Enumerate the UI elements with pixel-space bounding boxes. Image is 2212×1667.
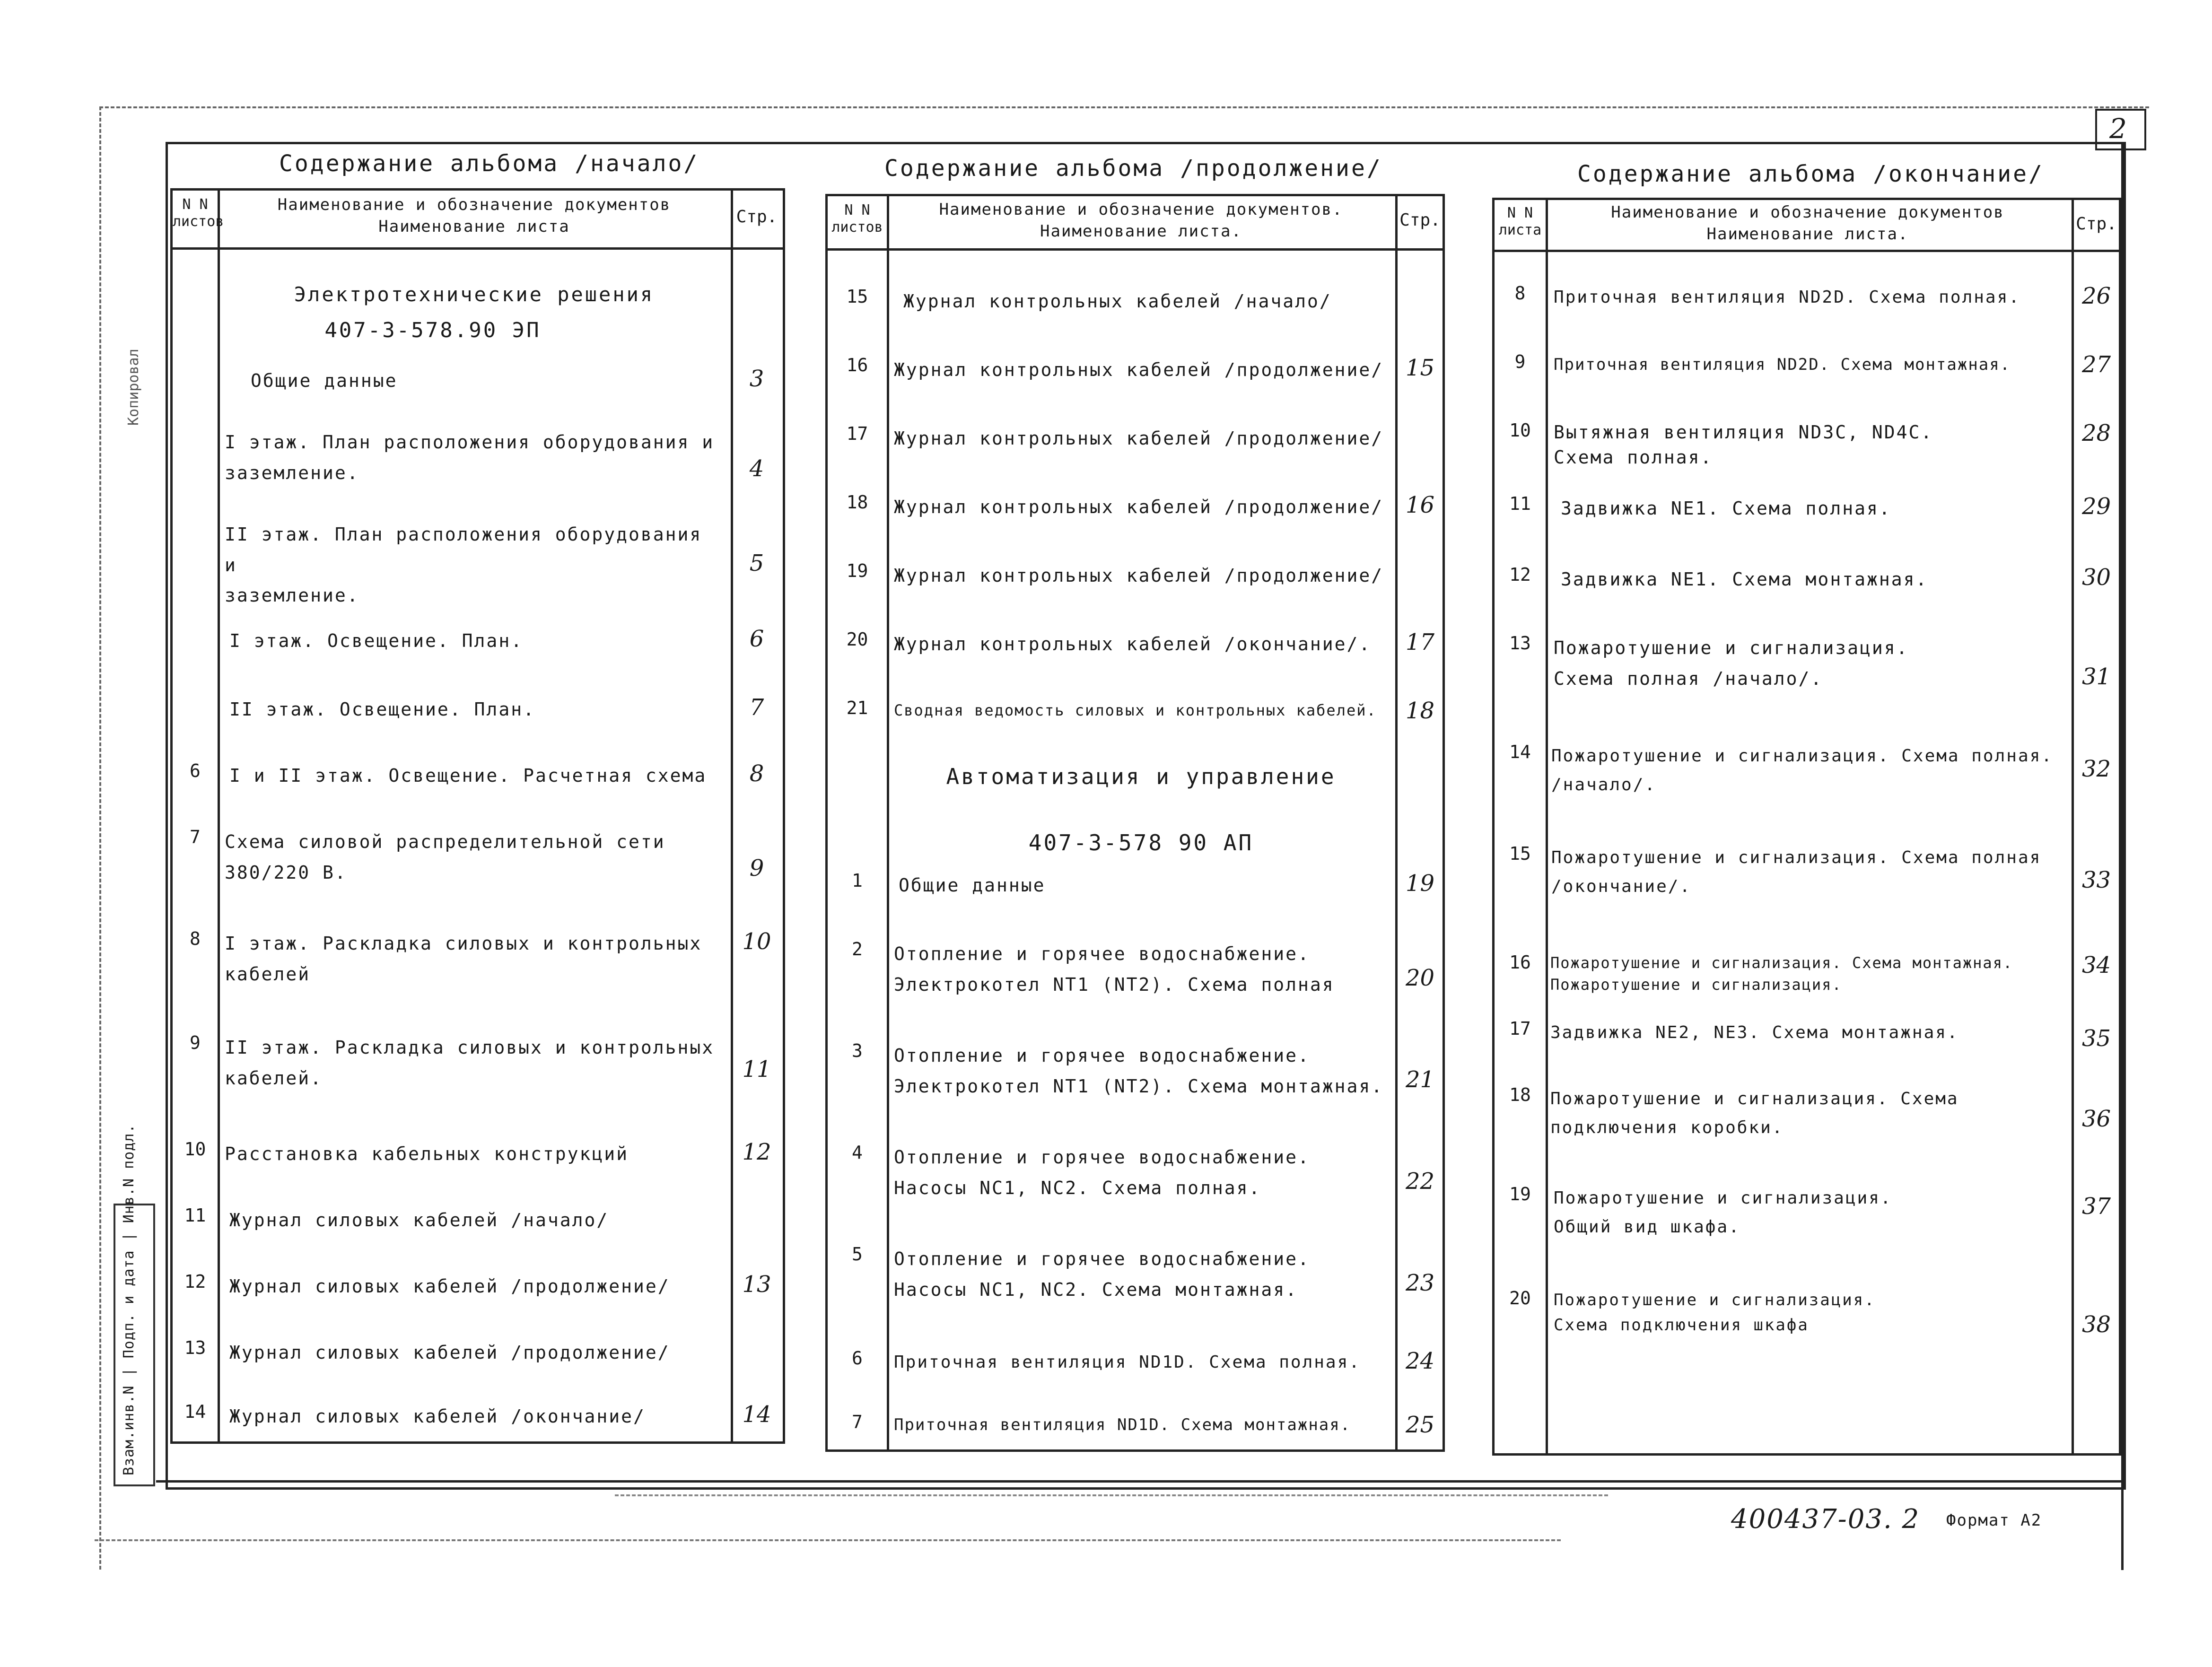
- row-name: Журнал контрольных кабелей /продолжение/: [894, 497, 1384, 517]
- row-name: I этаж. Раскладка силовых и контрольных кабелей: [225, 933, 702, 985]
- row-name: Общие данные: [899, 875, 1046, 896]
- row-name: I этаж. Освещение. План.: [229, 630, 524, 651]
- row-no: 16: [846, 355, 868, 375]
- col-divider-no: [1546, 200, 1548, 1453]
- section-code: 407-3-578 90 АП: [1028, 830, 1254, 855]
- row-name: Журнал силовых кабелей /продолжение/: [229, 1342, 670, 1363]
- row-page: 11: [742, 1056, 771, 1082]
- header-divider: [173, 247, 783, 250]
- row-name: II этаж. План расположения оборудования и заземление.: [225, 524, 702, 606]
- row-name: Журнал контрольных кабелей /окончание/.: [894, 634, 1372, 655]
- row-page: 33: [2081, 867, 2111, 893]
- row-name: Расстановка кабельных конструкций: [225, 1143, 629, 1164]
- row-no: 13: [1509, 633, 1531, 654]
- row-name: Приточная вентиляция ND1D. Схема полная.: [894, 1353, 1361, 1372]
- row-no: 5: [852, 1244, 863, 1265]
- row-name: Задвижка NE1. Схема монтажная.: [1561, 569, 1928, 590]
- right-frame-line: [2121, 142, 2124, 1570]
- row-name: Общие данные: [251, 370, 398, 391]
- row-no: 3: [852, 1040, 863, 1061]
- row-page: 16: [1405, 492, 1435, 518]
- row-page: 35: [2081, 1025, 2111, 1052]
- section-title: Электротехнические решения: [294, 283, 655, 306]
- row-name: Журнал контрольных кабелей /продолжение/: [894, 359, 1384, 380]
- header-no: N N листа: [1498, 205, 1542, 238]
- row-name: Пожаротушение и сигнализация. Схема полная /окончание/.: [1551, 848, 2042, 897]
- row-page: 12: [742, 1139, 771, 1165]
- panel-1-table: [170, 188, 785, 1444]
- col-divider-page: [2072, 200, 2074, 1453]
- row-no: 11: [1509, 493, 1531, 514]
- row-name: Журнал контрольных кабелей /продолжение/: [894, 428, 1384, 449]
- row-name: Задвижка NE1. Схема полная.: [1561, 498, 1891, 519]
- row-page: 15: [1405, 355, 1435, 381]
- row-name: II этаж. Раскладка силовых и контрольных кабелей.: [225, 1037, 715, 1089]
- col-divider-page: [1395, 196, 1398, 1449]
- header-name: Наименование и обозначение документов. Наименование листа.: [939, 200, 1343, 241]
- row-name: Журнал силовых кабелей /начало/: [229, 1210, 609, 1231]
- header-no: N N листов: [831, 202, 883, 236]
- col-divider-no: [218, 191, 220, 1441]
- panel-3-title: Содержание альбома /окончание/: [1577, 161, 2044, 187]
- row-page: 38: [2081, 1311, 2111, 1338]
- row-name: Вытяжная вентиляция ND3C, ND4C. Схема полная.: [1554, 422, 1933, 468]
- row-no: 9: [190, 1032, 201, 1053]
- row-page: 29: [2081, 493, 2111, 520]
- row-name: Сводная ведомость силовых и контрольных кабелей.: [894, 701, 1377, 719]
- row-no: 15: [1509, 843, 1531, 864]
- row-name: Задвижка NE2, NE3. Схема монтажная.: [1550, 1023, 1959, 1042]
- row-page: 30: [2081, 564, 2111, 591]
- row-page: 22: [1405, 1168, 1435, 1195]
- row-page: 21: [1405, 1066, 1435, 1093]
- row-no: 14: [1509, 742, 1531, 762]
- header-page: Стр.: [1399, 210, 1441, 230]
- row-page: 32: [2081, 756, 2111, 782]
- row-no: 18: [1509, 1084, 1531, 1105]
- row-no: 6: [852, 1348, 863, 1369]
- row-no: 16: [1509, 952, 1531, 973]
- row-page: 34: [2081, 952, 2111, 978]
- row-name: Пожаротушение и сигнализация. Схема подключения шкафа: [1554, 1291, 1876, 1335]
- header-no: N N листов: [173, 196, 224, 230]
- row-name: Отопление и горячее водоснабжение. Насосы NC1, NC2. Схема полная.: [894, 1147, 1310, 1198]
- panel-1-title: Содержание альбома /начало/: [279, 150, 699, 177]
- section-code: 407-3-578.90 ЭП: [324, 318, 541, 342]
- header-divider: [1495, 250, 2119, 252]
- row-no: 19: [846, 560, 868, 581]
- row-no: 17: [846, 423, 868, 444]
- row-page: 31: [2081, 663, 2111, 690]
- row-name: Пожаротушение и сигнализация. Общий вид шкафа.: [1554, 1188, 1892, 1237]
- row-page: 17: [1405, 629, 1435, 655]
- row-page: 3: [749, 366, 764, 392]
- row-name: Пожаротушение и сигнализация. Схема полная /начало/.: [1554, 637, 1909, 689]
- header-page: Стр.: [2076, 214, 2117, 234]
- row-name: I и II этаж. Освещение. Расчетная схема: [229, 765, 707, 786]
- sheet-number: 2: [2109, 113, 2127, 145]
- row-name: Журнал контрольных кабелей /продолжение/: [894, 565, 1384, 586]
- row-no: 7: [852, 1412, 863, 1432]
- row-no: 14: [184, 1401, 206, 1422]
- row-no: 10: [1509, 420, 1531, 441]
- row-no: 12: [1509, 564, 1531, 585]
- row-no: 17: [1509, 1018, 1531, 1039]
- row-page: 24: [1405, 1348, 1435, 1374]
- row-page: 25: [1405, 1412, 1435, 1438]
- row-name: Приточная вентиляция ND2D. Схема полная.: [1554, 288, 2020, 307]
- row-name: Отопление и горячее водоснабжение. Электрокотел NT1 (NT2). Схема полная: [894, 943, 1335, 995]
- row-name: Пожаротушение и сигнализация. Схема монтажная. Пожаротушение и сигнализация.: [1550, 954, 2013, 994]
- row-name: II этаж. Освещение. План.: [229, 699, 535, 720]
- row-page: 27: [2081, 351, 2111, 378]
- header-name: Наименование и обозначение документов Наименование листа: [277, 195, 671, 236]
- row-name: Пожаротушение и сигнализация. Схема подключения коробки.: [1550, 1089, 1959, 1138]
- document-code: 400437-03. 2: [1731, 1504, 1920, 1535]
- row-no: 8: [1514, 283, 1526, 304]
- row-page: 10: [742, 928, 771, 955]
- side-stamp-text: Взам.инв.N | Подп. и дата | Инв.N подл.: [121, 1124, 137, 1475]
- side-copy-mark: Копировал: [125, 349, 142, 426]
- panel-2-title: Содержание альбома /продолжение/: [884, 155, 1382, 182]
- row-page: 5: [749, 550, 764, 576]
- row-page: 28: [2081, 420, 2111, 446]
- bottom-dashed-line-2: [615, 1494, 1608, 1496]
- row-page: 23: [1405, 1270, 1435, 1296]
- col-divider-no: [887, 196, 889, 1449]
- row-page: 19: [1405, 870, 1435, 897]
- row-no: 21: [846, 698, 868, 718]
- row-no: 4: [852, 1142, 863, 1163]
- panel-3-table: [1492, 198, 2121, 1456]
- row-no: 12: [184, 1271, 206, 1292]
- row-no: 19: [1509, 1184, 1531, 1204]
- row-name: Приточная вентиляция ND1D. Схема монтажная.: [894, 1415, 1351, 1434]
- bottom-frame-line: [156, 1480, 2124, 1483]
- format-label: Формат А2: [1946, 1511, 2042, 1530]
- row-page: 4: [749, 455, 764, 482]
- row-no: 10: [184, 1139, 206, 1160]
- row-page: 13: [742, 1271, 771, 1298]
- row-page: 36: [2081, 1106, 2111, 1132]
- header-page: Стр.: [736, 207, 778, 227]
- panel-2-table: [825, 194, 1445, 1452]
- row-no: 1: [852, 870, 863, 891]
- row-page: 18: [1405, 698, 1435, 724]
- row-no: 11: [184, 1205, 206, 1226]
- row-page: 37: [2081, 1193, 2111, 1220]
- row-page: 14: [742, 1401, 771, 1428]
- row-no: 9: [1514, 351, 1526, 372]
- row-page: 6: [749, 626, 764, 652]
- row-name: I этаж. План расположения оборудования и заземление.: [225, 432, 715, 483]
- row-page: 26: [2081, 283, 2111, 309]
- row-no: 20: [846, 629, 868, 650]
- row-no: 8: [190, 928, 201, 949]
- row-no: 18: [846, 492, 868, 513]
- row-name: Журнал контрольных кабелей /начало/: [903, 291, 1332, 312]
- row-no: 7: [190, 827, 201, 847]
- row-no: 20: [1509, 1288, 1531, 1309]
- section-title: Автоматизация и управление: [946, 764, 1336, 789]
- row-name: Приточная вентиляция ND2D. Схема монтажная.: [1554, 355, 2011, 374]
- row-name: Отопление и горячее водоснабжение. Насосы NC1, NC2. Схема монтажная.: [894, 1248, 1310, 1300]
- row-no: 15: [846, 286, 868, 307]
- bottom-dashed-line: [95, 1539, 1561, 1541]
- row-no: 6: [190, 760, 201, 781]
- row-name: Журнал силовых кабелей /продолжение/: [229, 1276, 670, 1297]
- header-name: Наименование и обозначение документов Наименование листа.: [1611, 203, 2004, 244]
- row-name: Схема силовой распределительной сети 380/220 В.: [225, 831, 665, 883]
- row-name: Пожаротушение и сигнализация. Схема полная. /начало/.: [1551, 746, 2053, 795]
- header-divider: [828, 248, 1443, 251]
- row-name: Журнал силовых кабелей /окончание/: [229, 1406, 646, 1427]
- row-no: 2: [852, 939, 863, 960]
- row-page: 7: [749, 694, 764, 721]
- row-name: Отопление и горячее водоснабжение. Электрокотел NT1 (NT2). Схема монтажная.: [894, 1045, 1384, 1097]
- row-page: 9: [749, 855, 764, 882]
- row-no: 13: [184, 1337, 206, 1358]
- row-page: 20: [1405, 965, 1435, 991]
- row-page: 8: [749, 760, 764, 787]
